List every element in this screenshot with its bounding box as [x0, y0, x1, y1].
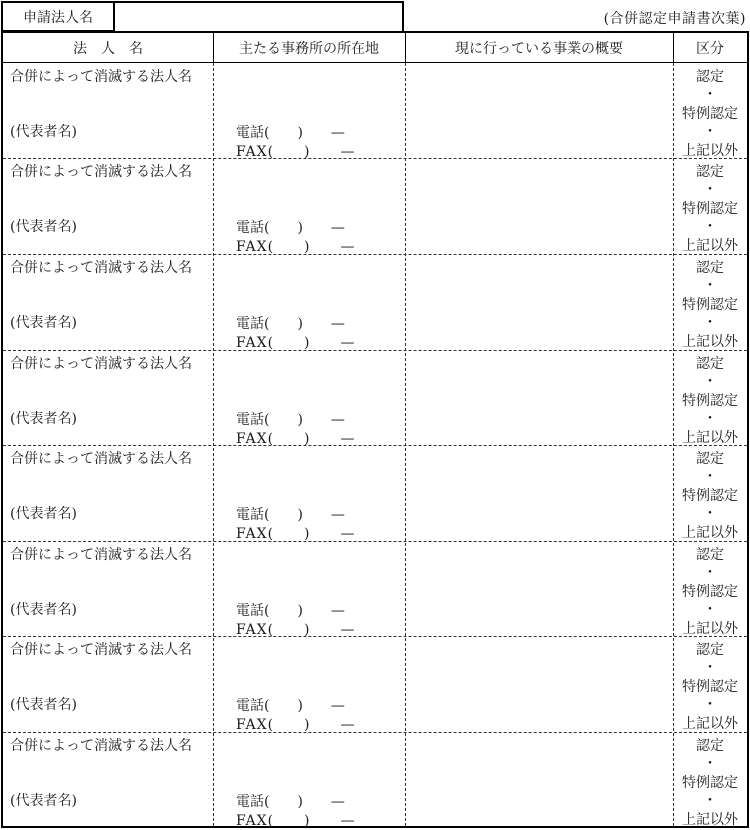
row-divider: [3, 158, 747, 159]
row-divider: [3, 541, 747, 542]
phone-label: 電話( ) —: [236, 698, 345, 714]
merger-corporations-table: [1, 31, 749, 828]
col-header-category: 区分: [696, 40, 724, 57]
table-row: [3, 350, 747, 446]
category-separator: ・: [703, 565, 717, 581]
row-divider: [3, 636, 747, 637]
header-divider: [673, 33, 674, 63]
fax-label: FAX( ) —: [236, 335, 356, 351]
category-other[interactable]: 上記以外: [682, 238, 738, 254]
merged-corporation-label: 合併によって消滅する法人名: [10, 547, 192, 563]
phone-label: 電話( ) —: [236, 125, 345, 141]
category-other[interactable]: 上記以外: [682, 143, 738, 159]
phone-label: 電話( ) —: [236, 220, 345, 236]
fax-label: FAX( ) —: [236, 717, 356, 733]
category-special-certified[interactable]: 特例認定: [682, 775, 738, 791]
category-certified[interactable]: 認定: [696, 738, 724, 754]
row-divider: [3, 254, 747, 255]
merged-corporation-label: 合併によって消滅する法人名: [10, 69, 192, 85]
category-separator: ・: [703, 506, 717, 522]
table-row: [3, 732, 747, 828]
table-row: [3, 445, 747, 541]
category-separator: ・: [703, 660, 717, 676]
category-other[interactable]: 上記以外: [682, 812, 738, 828]
representative-label: (代表者名): [10, 697, 77, 713]
representative-label: (代表者名): [10, 506, 77, 522]
category-separator: ・: [703, 602, 717, 618]
applicant-label-box: [1, 1, 115, 32]
category-special-certified[interactable]: 特例認定: [682, 106, 738, 122]
table-row: [3, 63, 747, 159]
category-separator: ・: [703, 124, 717, 140]
category-other[interactable]: 上記以外: [682, 525, 738, 541]
category-special-certified[interactable]: 特例認定: [682, 679, 738, 695]
category-separator: ・: [703, 469, 717, 485]
table-row: [3, 541, 747, 637]
business-overview-field[interactable]: [406, 636, 673, 730]
merged-corporation-label: 合併によって消滅する法人名: [10, 164, 192, 180]
merged-corporation-label: 合併によって消滅する法人名: [10, 451, 192, 467]
category-other[interactable]: 上記以外: [682, 334, 738, 350]
phone-label: 電話( ) —: [236, 794, 345, 810]
category-special-certified[interactable]: 特例認定: [682, 393, 738, 409]
representative-label: (代表者名): [10, 602, 77, 618]
category-certified[interactable]: 認定: [696, 356, 724, 372]
representative-label: (代表者名): [10, 793, 77, 809]
category-certified[interactable]: 認定: [696, 451, 724, 467]
category-separator: ・: [703, 697, 717, 713]
table-row: [3, 158, 747, 254]
category-separator: ・: [703, 219, 717, 235]
category-separator: ・: [703, 793, 717, 809]
business-overview-field[interactable]: [406, 541, 673, 635]
category-separator: ・: [703, 411, 717, 427]
category-special-certified[interactable]: 特例認定: [682, 297, 738, 313]
form-code: (合併認定申請書次葉): [603, 11, 746, 27]
category-other[interactable]: 上記以外: [682, 716, 738, 732]
category-separator: ・: [703, 87, 717, 103]
merged-corporation-label: 合併によって消滅する法人名: [10, 356, 192, 372]
category-separator: ・: [703, 278, 717, 294]
representative-label: (代表者名): [10, 219, 77, 235]
category-separator: ・: [703, 315, 717, 331]
phone-label: 電話( ) —: [236, 316, 345, 332]
representative-label: (代表者名): [10, 411, 77, 427]
category-certified[interactable]: 認定: [696, 260, 724, 276]
table-row: [3, 636, 747, 732]
category-separator: ・: [703, 756, 717, 772]
business-overview-field[interactable]: [406, 732, 673, 826]
phone-label: 電話( ) —: [236, 507, 345, 523]
business-overview-field[interactable]: [406, 350, 673, 444]
phone-label: 電話( ) —: [236, 412, 345, 428]
table-row: [3, 254, 747, 350]
category-special-certified[interactable]: 特例認定: [682, 584, 738, 600]
category-special-certified[interactable]: 特例認定: [682, 488, 738, 504]
row-divider: [3, 350, 747, 351]
category-other[interactable]: 上記以外: [682, 621, 738, 637]
category-certified[interactable]: 認定: [696, 547, 724, 563]
applicant-label: 申請法人名: [23, 9, 93, 26]
phone-label: 電話( ) —: [236, 603, 345, 619]
col-header-corporation-name: 法 人 名: [73, 40, 143, 57]
header-divider: [405, 33, 406, 63]
representative-label: (代表者名): [10, 124, 77, 140]
category-separator: ・: [703, 182, 717, 198]
business-overview-field[interactable]: [406, 445, 673, 539]
business-overview-field[interactable]: [406, 254, 673, 348]
fax-label: FAX( ) —: [236, 813, 356, 829]
applicant-name-field[interactable]: [113, 1, 404, 32]
merged-corporation-label: 合併によって消滅する法人名: [10, 642, 192, 658]
header-divider: [213, 33, 214, 63]
fax-label: FAX( ) —: [236, 622, 356, 638]
fax-label: FAX( ) —: [236, 431, 356, 447]
merged-corporation-label: 合併によって消滅する法人名: [10, 738, 192, 754]
category-certified[interactable]: 認定: [696, 164, 724, 180]
category-certified[interactable]: 認定: [696, 642, 724, 658]
representative-label: (代表者名): [10, 315, 77, 331]
row-divider: [3, 445, 747, 446]
fax-label: FAX( ) —: [236, 239, 356, 255]
col-header-main-office: 主たる事務所の所在地: [239, 40, 379, 57]
col-header-business-overview: 現に行っている事業の概要: [455, 40, 623, 57]
category-certified[interactable]: 認定: [696, 69, 724, 85]
fax-label: FAX( ) —: [236, 526, 356, 542]
merged-corporation-label: 合併によって消滅する法人名: [10, 260, 192, 276]
business-overview-field[interactable]: [406, 158, 673, 252]
category-other[interactable]: 上記以外: [682, 430, 738, 446]
fax-label: FAX( ) —: [236, 144, 356, 160]
category-separator: ・: [703, 374, 717, 390]
row-divider: [3, 732, 747, 733]
table-header: [3, 33, 747, 63]
business-overview-field[interactable]: [406, 63, 673, 157]
category-special-certified[interactable]: 特例認定: [682, 201, 738, 217]
